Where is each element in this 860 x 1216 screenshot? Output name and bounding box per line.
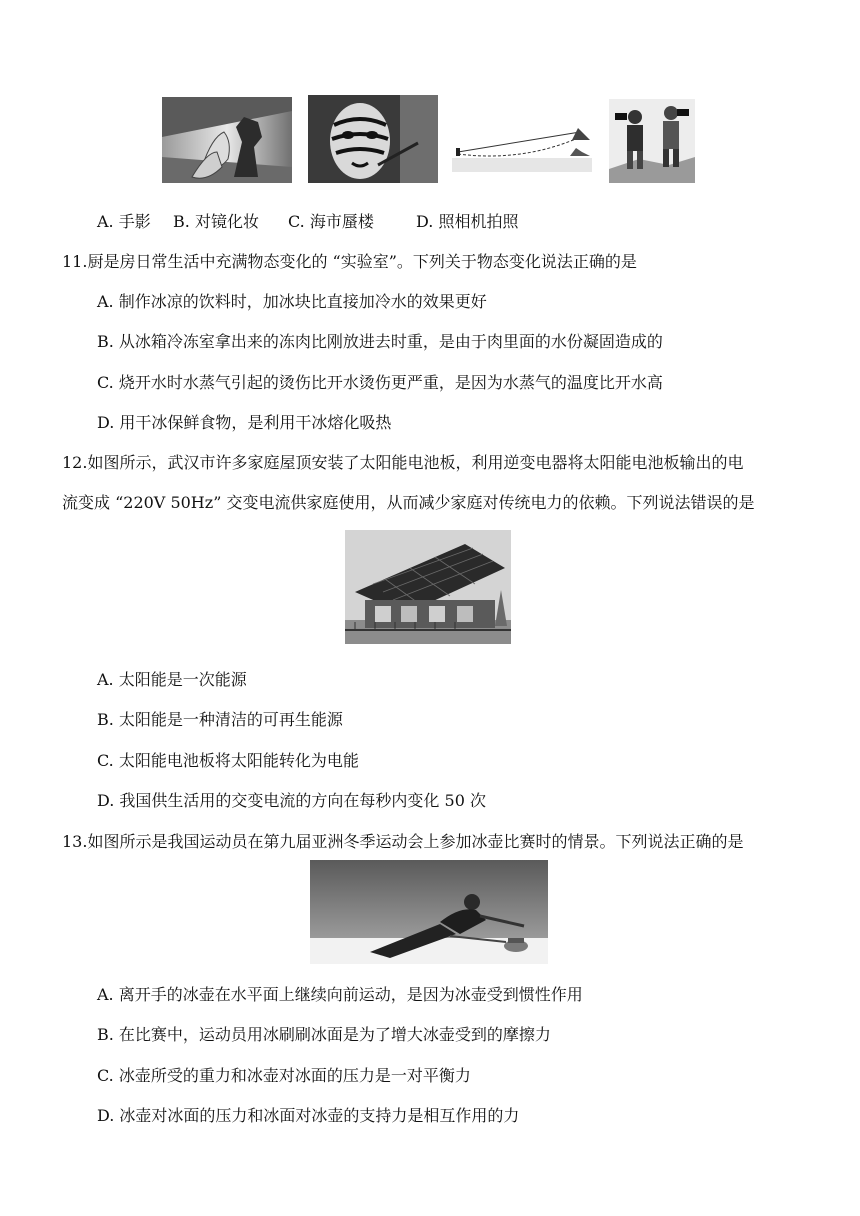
q11-option-c: C. 烧开水时水蒸气引起的烫伤比开水烫伤更严重，是因为水蒸气的温度比开水高 [97,373,663,392]
q10-option-a [97,212,173,232]
q13-option-d: D. 冰壶对冰面的压力和冰面对冰壶的支持力是相互作用的力 [97,1106,520,1125]
q12-option-c: C. 太阳能电池板将太阳能转化为电能 [97,751,359,770]
q13-option-b: B. 在比赛中，运动员用冰刷刷冰面是为了增大冰壶受到的摩擦力 [97,1025,551,1044]
camera-photographers-image [609,99,695,183]
q13-stem: 13.如图所示是我国运动员在第九届亚洲冬季运动会上参加冰壶比赛时的情景。下列说法正确的是 [62,832,744,851]
q12-stem-line1: 12.如图所示，武汉市许多家庭屋顶安装了太阳能电池板，利用逆变电器将太阳能电池板输出的电 [62,453,744,472]
option-text: 照相机拍照 [438,212,519,231]
q11-option-a: A. 制作冰凉的饮料时，加冰块比直接加冷水的效果更好 [97,292,487,311]
q10-option-d [416,212,518,232]
option-letter: C. [288,212,305,231]
hand-shadow-image [162,97,292,183]
q13-option-a: A. 离开手的冰壶在水平面上继续向前运动，是因为冰壶受到惯性作用 [97,985,583,1004]
curling-athlete-image [310,860,548,964]
q12-option-b: B. 太阳能是一种清洁的可再生能源 [97,710,343,729]
q13-option-c: C. 冰壶所受的重力和冰壶对冰面的压力是一对平衡力 [97,1066,471,1085]
q12-stem-line2: 流变成 “220V 50Hz” 交变电流供家庭使用，从而减少家庭对传统电力的依赖。下列说法错误的是 [62,493,755,512]
q11-option-b: B. 从冰箱冷冻室拿出来的冻肉比刚放进去时重，是由于肉里面的水份凝固造成的 [97,332,663,351]
option-letter: B. [173,212,190,231]
option-letter: D. [416,212,434,231]
q11-option-d: D. 用干冰保鲜食物，是利用干冰熔化吸热 [97,413,392,432]
option-letter: A. [97,212,114,231]
option-text: 手影 [118,212,151,231]
q10-option-c [288,212,416,232]
option-text: 海市蜃楼 [309,212,374,231]
solar-roof-house-image [345,530,511,644]
q12-option-a: A. 太阳能是一次能源 [97,670,247,689]
mirror-makeup-image [308,95,438,183]
option-text: 对镜化妆 [194,212,259,231]
mirage-diagram-image [452,120,592,172]
q10-option-b [173,212,288,232]
q11-stem: 11.厨是房日常生活中充满物态变化的 “实验室”。下列关于物态变化说法正确的是 [62,252,637,271]
q12-option-d: D. 我国供生活用的交变电流的方向在每秒内变化 50 次 [97,791,486,810]
q10-options [97,212,518,232]
